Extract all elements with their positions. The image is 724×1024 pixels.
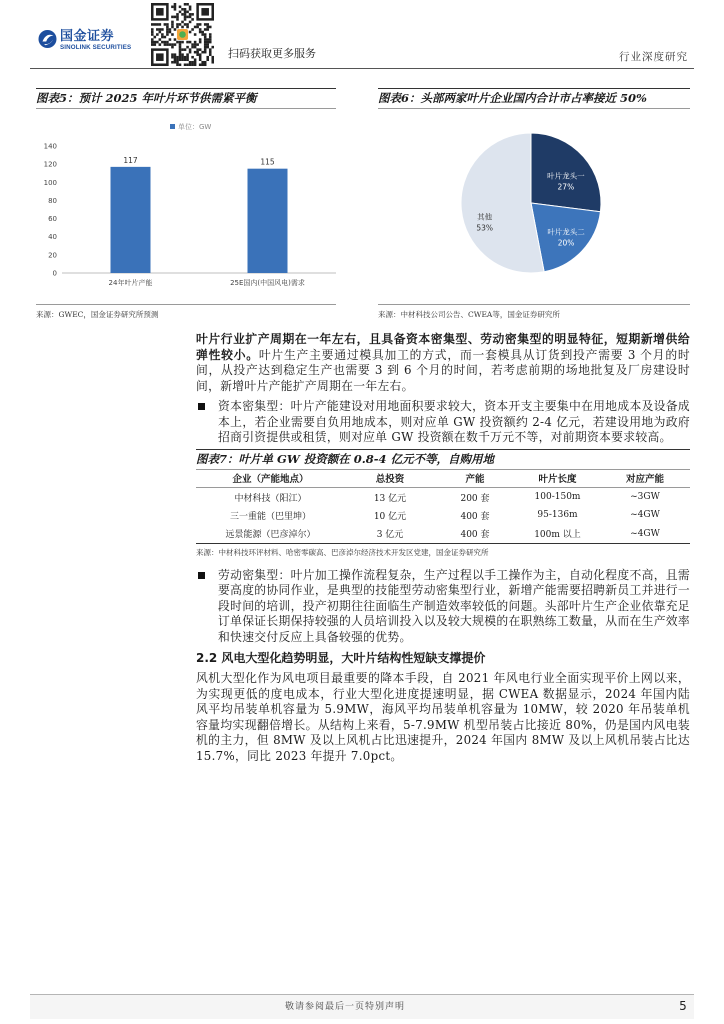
figure7-source: 来源：中材科技环评材料、哈密零碳高、巴彦淖尔经济技术开发区党建，国金证券研究所 <box>196 547 489 557</box>
bullet-icon <box>198 403 205 410</box>
qr-module <box>164 43 167 46</box>
qr-module <box>184 18 187 21</box>
cell-company: 远景能源（巴彦淖尔） <box>196 525 345 544</box>
y-tick-label: 40 <box>48 233 57 242</box>
qr-module <box>176 23 179 26</box>
qr-module <box>191 13 194 16</box>
qr-module <box>196 48 199 51</box>
qr-module <box>194 51 197 54</box>
cell-equivalent-capacity: ~4GW <box>600 525 690 544</box>
qr-module <box>174 53 177 56</box>
qr-module <box>201 61 204 64</box>
header-divider <box>30 68 694 69</box>
qr-module <box>184 23 187 26</box>
qr-module <box>179 11 182 14</box>
qr-module <box>209 33 212 36</box>
qr-module <box>176 61 179 64</box>
cell-equivalent-capacity: ~3GW <box>630 492 660 502</box>
qr-module <box>189 61 192 64</box>
table-row <box>196 506 690 525</box>
qr-module <box>176 16 179 19</box>
qr-module <box>176 63 179 66</box>
qr-module <box>159 43 162 46</box>
qr-module <box>186 58 189 61</box>
qr-module <box>169 43 172 46</box>
cell-blade-length: 100m 以上 <box>515 525 600 544</box>
qr-module <box>206 26 209 29</box>
qr-module <box>176 18 179 21</box>
qr-module <box>201 51 204 54</box>
bullet-text: 劳动密集型：叶片加工操作流程复杂，生产过程以手工操作为主，自动化程度不高，且需要高度的协同作业，是典型的技能型劳动密集型行业，新增产能需要招聘新员工并进行一段时间的培训，投产初期往往面临生产制造效率较低的问题。头部叶片生产企业依靠充足订单保证长期保持较强的人员培训投入以及较大规模的在职熟练工数量，从而在生产效率和快速交付反应上具备较强的优势。 <box>218 567 690 644</box>
qr-module <box>174 6 177 9</box>
qr-module <box>194 61 197 64</box>
qr-module <box>174 43 177 46</box>
qr-module <box>184 63 187 66</box>
qr-module <box>189 51 192 54</box>
qr-module <box>181 41 184 44</box>
qr-module <box>199 48 202 51</box>
y-tick-label: 0 <box>52 269 57 278</box>
qr-module <box>171 56 174 59</box>
qr-module <box>199 53 202 56</box>
qr-module <box>194 46 197 49</box>
qr-module <box>184 13 187 16</box>
qr-module <box>176 13 179 16</box>
qr-module <box>179 53 182 56</box>
cell-company: 三一重能（巴里坤） <box>229 511 311 522</box>
qr-module <box>184 8 187 11</box>
qr-module <box>181 26 184 29</box>
qr-module <box>186 16 189 19</box>
qr-module <box>186 41 189 44</box>
y-tick-label: 60 <box>48 215 57 224</box>
qr-module <box>181 8 184 11</box>
qr-module <box>179 43 182 46</box>
qr-module <box>199 58 202 61</box>
qr-module <box>204 41 207 44</box>
col-header-investment: 总投资 <box>345 470 435 488</box>
qr-module <box>159 28 162 31</box>
qr-module <box>204 51 207 54</box>
qr-module <box>169 28 172 31</box>
qr-module <box>199 23 202 26</box>
qr-module <box>166 43 169 46</box>
qr-module <box>206 41 209 44</box>
qr-module <box>204 33 207 36</box>
qr-module <box>176 26 179 29</box>
qr-module <box>171 21 174 24</box>
qr-module <box>199 41 202 44</box>
qr-module <box>171 53 174 56</box>
bar <box>248 169 288 273</box>
qr-module <box>209 26 212 29</box>
qr-caption: 扫码获取更多服务 <box>228 47 316 60</box>
qr-module <box>151 23 154 26</box>
qr-module <box>174 3 177 6</box>
qr-module <box>179 46 182 49</box>
qr-module <box>206 46 209 49</box>
qr-module <box>179 51 182 54</box>
figure5-source: 来源：GWEC，国金证券研究所预测 <box>36 304 336 320</box>
qr-module <box>151 31 154 34</box>
qr-module <box>186 23 189 26</box>
x-tick-label: 24年叶片产能 <box>108 279 153 287</box>
qr-module <box>189 21 192 24</box>
qr-module <box>169 31 172 34</box>
qr-module <box>151 38 154 41</box>
qr-module <box>154 41 157 44</box>
qr-module <box>201 63 204 66</box>
figure7-title: 图表7：叶片单 GW 投资额在 0.8-4 亿元不等，自购用地 <box>196 449 690 470</box>
qr-module <box>151 43 154 46</box>
qr-module <box>164 36 167 39</box>
qr-module <box>209 53 212 56</box>
qr-module <box>194 26 197 29</box>
qr-module <box>196 51 199 54</box>
qr-module <box>211 56 214 59</box>
pie-slice-value: 27% <box>557 182 575 192</box>
qr-module <box>204 46 207 49</box>
qr-module <box>184 3 187 6</box>
qr-module <box>181 13 184 16</box>
qr-module <box>199 28 202 31</box>
qr-module <box>154 23 157 26</box>
section-heading: 2.2 风电大型化趋势明显，大叶片结构性短缺支撑提价 <box>196 651 486 665</box>
qr-module <box>206 28 209 31</box>
qr-module <box>199 63 202 66</box>
pie-slice-label: 叶片龙头一 <box>547 171 585 181</box>
qr-module <box>174 56 177 59</box>
qr-module <box>171 33 174 36</box>
qr-module <box>161 41 164 44</box>
legend-swatch <box>170 124 175 129</box>
qr-finder <box>156 53 164 61</box>
bullet-text: 资本密集型：叶片产能建设对用地面积要求较大，资本开支主要集中在用地成本及设备成本上，若企业需要自负用地成本，则对应单 GW 投资额约 2-4 亿元，若建设用地为政府招商引资提供或租赁，则对应单 GW 投资额在数千万元不等，对前期资本要求较高。 <box>218 399 690 444</box>
figure6-source: 来源：中材科技公司公告、CWEA等，国金证券研究所 <box>378 304 690 320</box>
qr-module <box>161 33 164 36</box>
qr-module <box>181 58 184 61</box>
cell-company: 中材科技（阳江） <box>234 493 307 504</box>
qr-module <box>179 23 182 26</box>
pie-slice-value: 53% <box>476 223 494 233</box>
qr-module <box>204 43 207 46</box>
qr-module <box>196 23 199 26</box>
qr-module <box>176 58 179 61</box>
pie-chart-market-share <box>378 113 690 299</box>
qr-finder <box>201 8 209 16</box>
figure5-title: 图表5：预计 2025 年叶片环节供需紧平衡 <box>36 88 336 109</box>
y-tick-label: 20 <box>48 251 57 260</box>
qr-module <box>159 31 162 34</box>
cell-capacity: 200 套 <box>460 493 490 504</box>
page-number: 5 <box>679 999 687 1013</box>
qr-module <box>184 48 187 51</box>
figure6-title: 图表6：头部两家叶片企业国内合计市占率接近 50% <box>378 88 690 109</box>
qr-finder <box>156 8 164 16</box>
paragraph-turbine-upsizing: 风机大型化作为风电项目最重要的降本手段，自 2021 年风电行业全面实现平价上网以来，为实现更低的度电成本，行业大型化进度提速明显，据 CWEA 数据显示，2024 年国内陆风平均吊装单机容量为 5.9MW，海风平均吊装单机容量为 10MW，较 2020 年吊装单机容量均实现翻倍增长。从结构上来看，5-7.9MW 机型吊装占比接近 80%，仍是国内风电装机的主力，但 8MW 及以上风机占比迅速提升，2024 年国内 8MW 及以上风机吊装占比达 15.7%，同比 2023 年提升 7.0pct。 <box>196 671 690 763</box>
paragraph-expansion-cycle <box>196 332 690 394</box>
qr-module <box>204 36 207 39</box>
qr-module <box>181 53 184 56</box>
qr-module <box>194 33 197 36</box>
qr-module <box>191 63 194 66</box>
x-tick-label: 25E国内(中国风电)需求 <box>230 279 305 287</box>
pie-slice-value: 20% <box>557 238 575 248</box>
qr-module <box>166 31 169 34</box>
footer-disclaimer: 敬请参阅最后一页特别声明 <box>284 1002 405 1012</box>
qr-module <box>199 38 202 41</box>
qr-module <box>204 48 207 51</box>
col-header-equivalent-capacity: 对应产能 <box>600 470 690 488</box>
qr-module <box>169 38 172 41</box>
qr-module <box>151 33 154 36</box>
qr-module <box>166 26 169 29</box>
qr-module <box>186 63 189 66</box>
cell-investment: 13 亿元 <box>373 493 407 504</box>
qr-module <box>196 53 199 56</box>
cell-investment: 3 亿元 <box>345 525 435 544</box>
company-logo <box>38 29 150 53</box>
qr-module <box>171 46 174 49</box>
pie-slice-label: 其他 <box>477 212 493 222</box>
bullet-capital-intensive <box>196 399 690 446</box>
qr-module <box>186 11 189 14</box>
qr-module <box>164 23 167 26</box>
bullet-icon <box>198 572 205 579</box>
qr-module <box>209 36 212 39</box>
y-tick-label: 140 <box>43 142 57 151</box>
qr-module <box>156 28 159 31</box>
qr-module <box>194 43 197 46</box>
qr-module <box>189 31 192 34</box>
qr-module <box>171 6 174 9</box>
bar-value-label: 117 <box>123 155 138 165</box>
qr-module <box>179 56 182 59</box>
qr-module <box>154 43 157 46</box>
qr-module <box>174 8 177 11</box>
col-header-capacity: 产能 <box>435 470 515 488</box>
qr-module <box>199 31 202 34</box>
qr-module <box>171 16 174 19</box>
qr-module <box>184 56 187 59</box>
qr-module <box>159 38 162 41</box>
qr-module <box>181 48 184 51</box>
qr-module <box>186 53 189 56</box>
y-tick-label: 120 <box>43 160 57 169</box>
qr-module <box>206 38 209 41</box>
qr-module <box>171 61 174 64</box>
qr-module <box>176 41 179 44</box>
qr-module <box>194 63 197 66</box>
col-header-blade-length: 叶片长度 <box>515 470 600 488</box>
qr-module <box>161 36 164 39</box>
qr-module <box>209 38 212 41</box>
y-tick-label: 80 <box>48 196 57 205</box>
qr-module <box>184 16 187 19</box>
qr-module <box>164 41 167 44</box>
qr-module <box>211 46 214 49</box>
y-tick-label: 100 <box>43 178 57 187</box>
qr-module <box>191 56 194 59</box>
pie-slice-label: 叶片龙头二 <box>547 227 585 237</box>
qr-module <box>174 61 177 64</box>
qr-module <box>179 63 182 66</box>
qr-module <box>171 26 174 29</box>
qr-module <box>151 41 154 44</box>
qr-module <box>189 48 192 51</box>
qr-module <box>184 58 187 61</box>
qr-module <box>156 23 159 26</box>
qr-module <box>204 38 207 41</box>
paragraph-body: 叶片生产主要通过模具加工的方式，而一套模具从订货到投产需要 3 个月的时间，从投产达到稳定生产也需要 3 到 6 个月的时间，若考虑前期的场地批复及厂房建设时间，新增叶片产能扩产周期在一年左右。 <box>196 347 690 393</box>
table-row <box>196 525 690 544</box>
qr-module <box>191 61 194 64</box>
qr-module <box>189 13 192 16</box>
report-type-label: 行业深度研究 <box>619 51 688 63</box>
table-row <box>196 488 690 507</box>
qr-module <box>191 28 194 31</box>
paragraph-lead: 叶片行业扩产周期在一年左右，且具备资本密集型、劳动密集型的明显特征，短期新增供给弹性较小。 <box>196 332 690 362</box>
cell-equivalent-capacity: ~4GW <box>630 510 660 521</box>
cell-capacity: 400 套 <box>460 511 490 522</box>
qr-module <box>189 6 192 9</box>
qr-module <box>179 58 182 61</box>
bar-value-label: 115 <box>260 157 275 167</box>
qr-module <box>186 26 189 29</box>
qr-module <box>181 56 184 59</box>
qr-module <box>191 18 194 21</box>
qr-module <box>166 33 169 36</box>
table-header-row <box>196 470 690 488</box>
qr-module <box>184 11 187 14</box>
qr-module <box>209 48 212 51</box>
qr-module <box>174 58 177 61</box>
qr-module <box>191 46 194 49</box>
qr-module <box>201 33 204 36</box>
qr-module <box>159 23 162 26</box>
col-header-company: 企业（产能地点） <box>196 470 345 488</box>
cell-blade-length: 95-136m <box>537 510 578 521</box>
legend-label: 单位：GW <box>178 123 212 131</box>
qr-module <box>191 43 194 46</box>
qr-module <box>171 43 174 46</box>
qr-module <box>166 28 169 31</box>
qr-module <box>211 58 214 61</box>
main-content <box>196 332 690 764</box>
qr-module <box>196 43 199 46</box>
qr-module <box>196 26 199 29</box>
qr-center-logo <box>179 31 186 38</box>
qr-module <box>211 61 214 64</box>
cell-blade-length: 100-150m <box>534 492 581 502</box>
qr-module <box>189 41 192 44</box>
qr-module <box>189 63 192 66</box>
qr-module <box>194 58 197 61</box>
qr-module <box>156 33 159 36</box>
qr-module <box>161 28 164 31</box>
logo-emblem-icon <box>38 29 58 49</box>
qr-module <box>174 38 177 41</box>
qr-code[interactable] <box>151 3 214 66</box>
qr-module <box>206 23 209 26</box>
qr-module <box>209 51 212 54</box>
qr-module <box>189 8 192 11</box>
qr-module <box>179 41 182 44</box>
qr-module <box>151 28 154 31</box>
bar <box>111 167 151 273</box>
qr-module <box>201 31 204 34</box>
bullet-labor-intensive <box>196 568 690 646</box>
investment-table <box>196 470 690 544</box>
qr-module <box>199 56 202 59</box>
qr-module <box>176 56 179 59</box>
qr-module <box>166 23 169 26</box>
qr-module <box>179 48 182 51</box>
qr-module <box>206 58 209 61</box>
qr-module <box>186 46 189 49</box>
qr-module <box>194 41 197 44</box>
qr-module <box>181 21 184 24</box>
qr-module <box>209 41 212 44</box>
cell-capacity: 400 套 <box>435 525 515 544</box>
qr-module <box>179 6 182 9</box>
qr-module <box>174 16 177 19</box>
qr-module <box>171 23 174 26</box>
qr-module <box>189 16 192 19</box>
qr-module <box>174 28 177 31</box>
qr-module <box>204 63 207 66</box>
qr-module <box>186 56 189 59</box>
qr-module <box>166 41 169 44</box>
logo-name-cn: 国金证券 <box>60 28 115 43</box>
qr-module <box>154 36 157 39</box>
bar-chart-supply-demand <box>36 113 336 299</box>
qr-module <box>204 23 207 26</box>
qr-module <box>186 3 189 6</box>
qr-module <box>204 28 207 31</box>
qr-module <box>206 43 209 46</box>
logo-name-en: SINOLINK SECURITIES <box>60 44 132 51</box>
qr-module <box>206 56 209 59</box>
qr-module <box>204 61 207 64</box>
qr-module <box>156 41 159 44</box>
cell-investment: 10 亿元 <box>373 511 407 522</box>
page-footer <box>30 994 694 1019</box>
